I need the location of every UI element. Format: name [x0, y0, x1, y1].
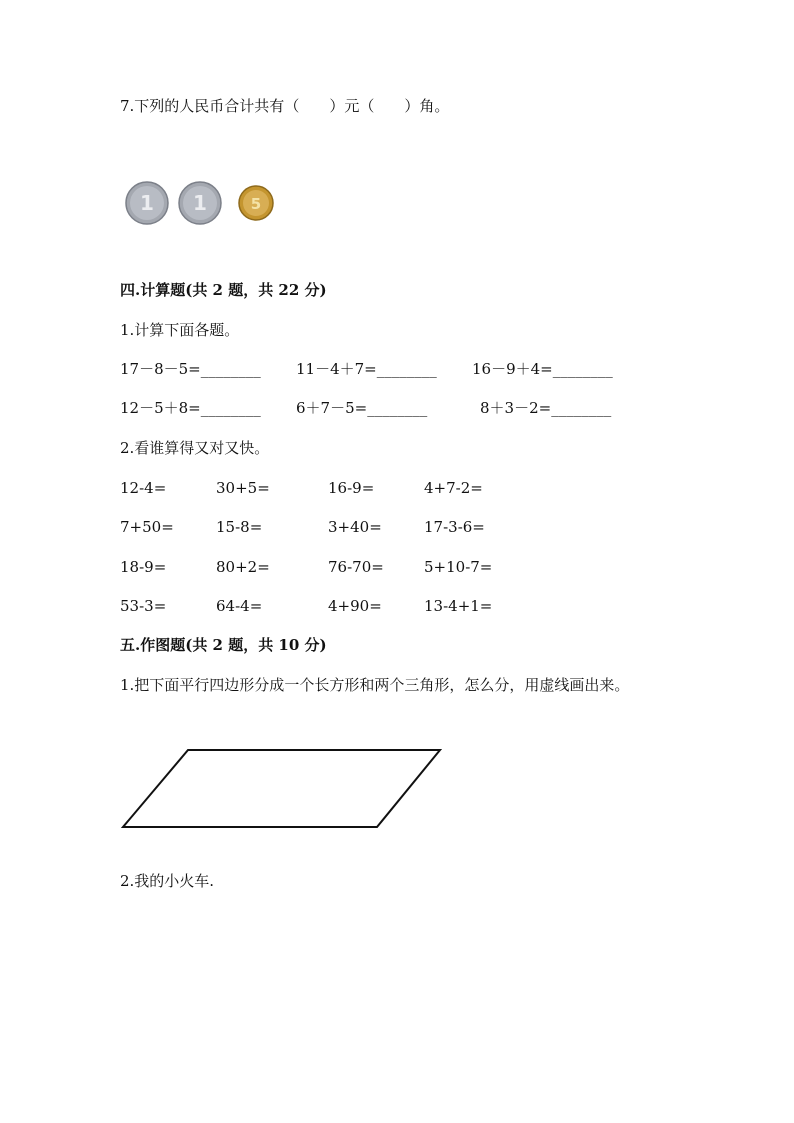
section-5-q2-title: 2.我的小火车. [120, 872, 215, 890]
section-4-q2-title: 2.看谁算得又对又快。 [120, 439, 270, 457]
one-yuan-coin-icon [126, 182, 168, 224]
section-4-q1-title: 1.计算下面各题。 [120, 321, 240, 339]
calc-item: 11－4＋7=________ [296, 360, 437, 378]
quick-calc-item: 64-4= [216, 597, 263, 615]
quick-calc-item: 5+10-7= [424, 558, 493, 576]
calc-item: 6＋7－5=________ [296, 399, 428, 417]
parallelogram-figure [118, 744, 446, 832]
quick-calc-item: 76-70= [328, 558, 384, 576]
one-yuan-coin-icon [179, 182, 221, 224]
quick-calc-item: 17-3-6= [424, 518, 485, 536]
quick-calc-item: 30+5= [216, 479, 270, 497]
quick-calc-item: 13-4+1= [424, 597, 493, 615]
parallelogram-shape [123, 750, 440, 827]
quick-calc-item: 7+50= [120, 518, 174, 536]
quick-calc-item: 4+7-2= [424, 479, 483, 497]
coin-label: 1 [140, 191, 154, 215]
calc-item: 12－5＋8=________ [120, 399, 261, 417]
quick-calc-item: 12-4= [120, 479, 167, 497]
quick-calc-item: 3+40= [328, 518, 382, 536]
quick-calc-item: 16-9= [328, 479, 375, 497]
section-5-title: 五.作图题(共 2 题，共 10 分) [120, 636, 327, 654]
quick-calc-item: 80+2= [216, 558, 270, 576]
five-jiao-coin-icon [239, 186, 273, 220]
calc-item: 17－8－5=________ [120, 360, 261, 378]
calc-item: 8＋3－2=________ [480, 399, 612, 417]
coin-label: 5 [250, 195, 262, 213]
section-4-title: 四.计算题(共 2 题，共 22 分) [120, 281, 327, 299]
section-5-q1-title: 1.把下面平行四边形分成一个长方形和两个三角形，怎么分，用虚线画出来。 [120, 676, 630, 694]
calc-item: 16－9＋4=________ [472, 360, 613, 378]
quick-calc-item: 18-9= [120, 558, 167, 576]
quick-calc-item: 53-3= [120, 597, 167, 615]
coins-image [120, 176, 290, 232]
quick-calc-item: 15-8= [216, 518, 263, 536]
coin-label: 1 [193, 191, 207, 215]
quick-calc-item: 4+90= [328, 597, 382, 615]
question-7-text: 7.下列的人民币合计共有（ ）元（ ）角。 [120, 97, 450, 115]
